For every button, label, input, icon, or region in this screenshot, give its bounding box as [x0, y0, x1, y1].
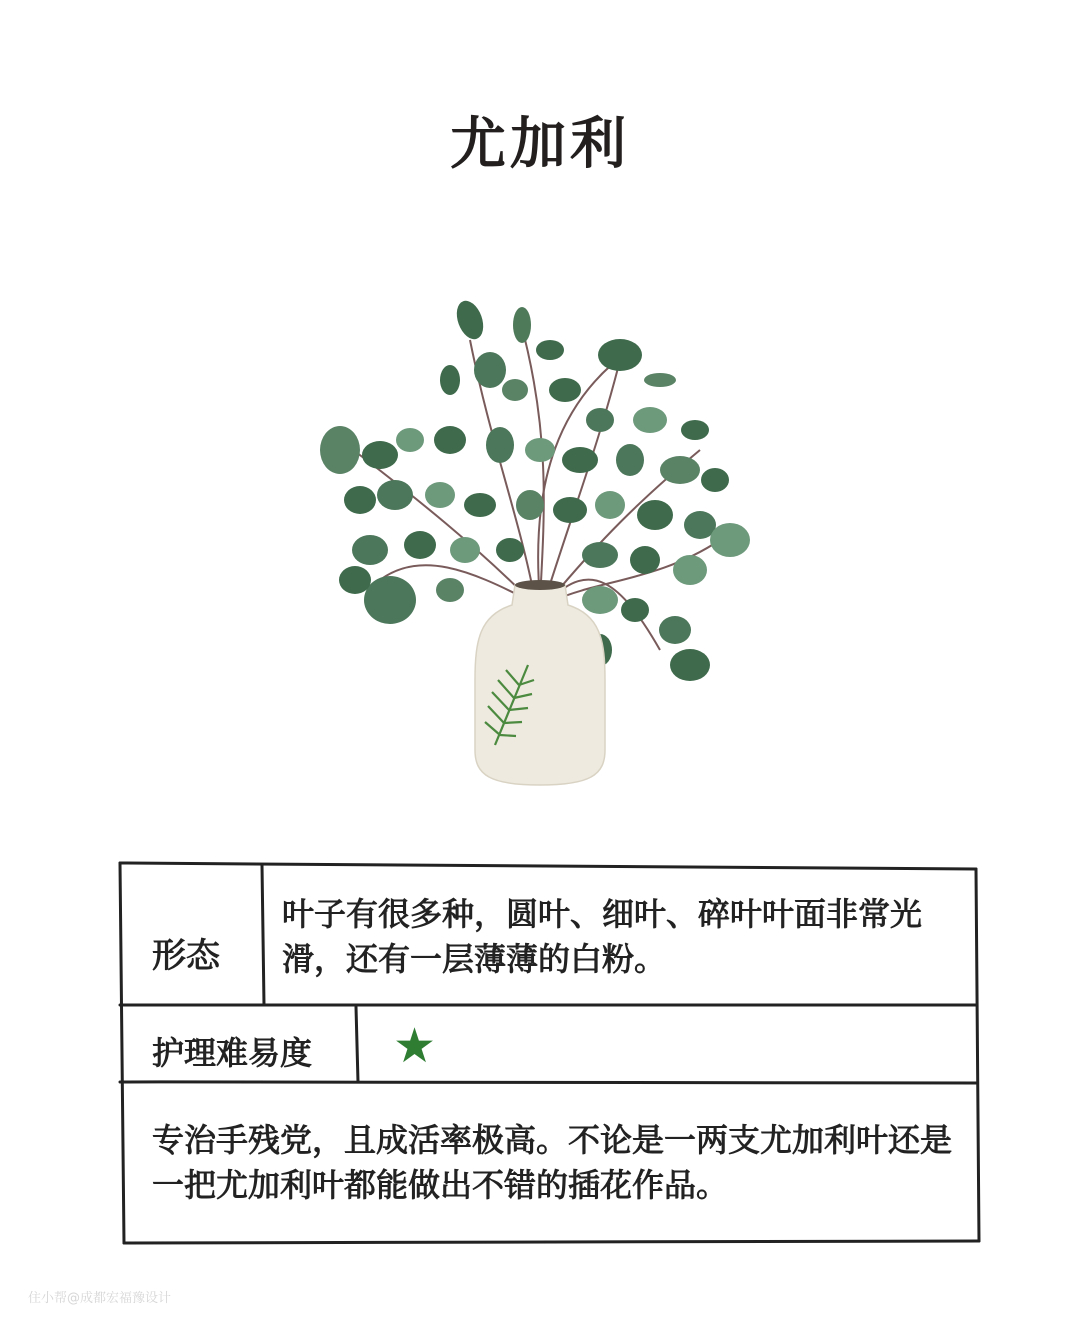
eucalyptus-vase-image	[300, 280, 780, 800]
watermark: 住小帮@成都宏福豫设计	[28, 1291, 172, 1306]
star-icon: ★	[393, 1018, 437, 1074]
plant-description: 专治手残党，且成活率极高。不论是一两支尤加利叶还是一把尤加利叶都能做出不错的插花作品。	[152, 1121, 953, 1204]
form-label: 形态	[152, 936, 220, 976]
care-difficulty-label: 护理难易度	[152, 1034, 313, 1072]
page-title: 尤加利	[450, 112, 630, 177]
vase-icon	[475, 580, 605, 785]
form-description: 叶子有很多种，圆叶、细叶、碎叶叶面非常光滑，还有一层薄薄的白粉。	[282, 895, 923, 978]
